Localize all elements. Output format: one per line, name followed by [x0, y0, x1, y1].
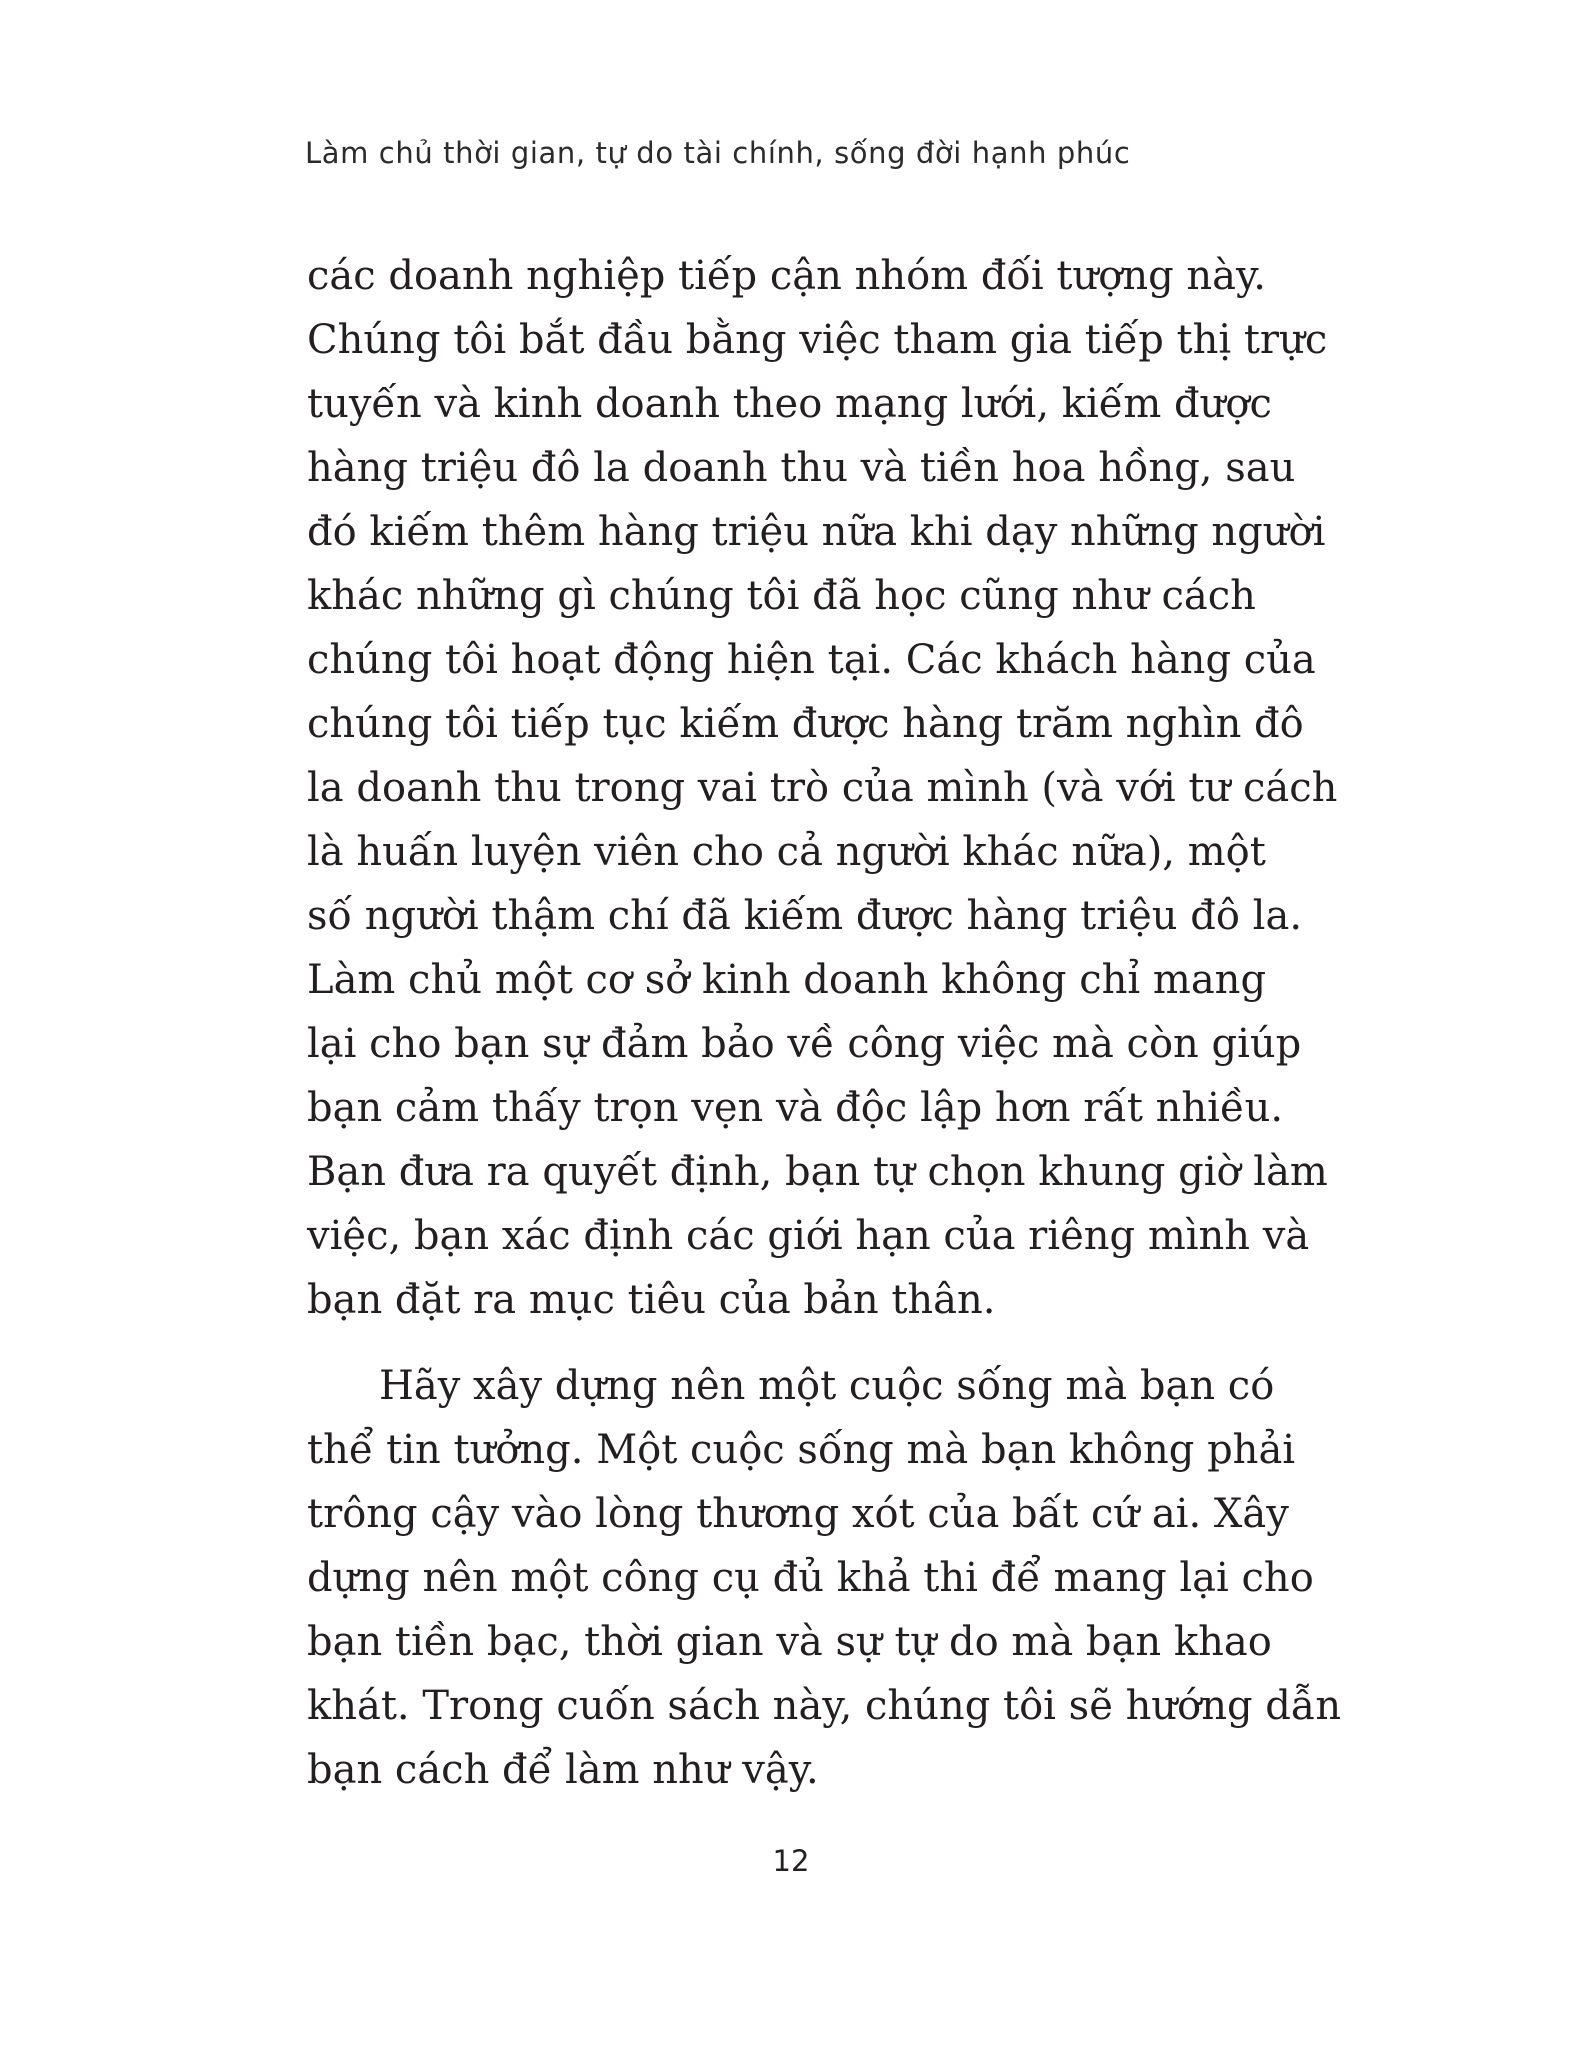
text-line: dựng nên một công cụ đủ khả thi để mang lại cho	[307, 1555, 1314, 1601]
text-line: bạn đặt ra mục tiêu của bản thân.	[307, 1277, 996, 1323]
text-line: la doanh thu trong vai trò của mình (và với tư cách	[307, 765, 1338, 811]
text-line: Hãy xây dựng nên một cuộc sống mà bạn có	[379, 1363, 1275, 1409]
paragraph	[307, 1354, 1342, 1802]
text-line: lại cho bạn sự đảm bảo về công việc mà còn giúp	[307, 1021, 1302, 1067]
text-line: trông cậy vào lòng thương xót của bất cứ ai. Xây	[307, 1491, 1289, 1537]
text-line: Chúng tôi bắt đầu bằng việc tham gia tiếp thị trực	[307, 317, 1328, 363]
text-line: khác những gì chúng tôi đã học cũng như cách	[307, 573, 1256, 619]
text-line: là huấn luyện viên cho cả người khác nữa), một	[307, 829, 1266, 875]
paragraph-spacer	[307, 1332, 1247, 1354]
running-header: Làm chủ thời gian, tự do tài chính, sống đời hạnh phúc	[305, 136, 1131, 170]
body-text	[307, 244, 1342, 1802]
text-line: các doanh nghiệp tiếp cận nhóm đối tượng này.	[307, 253, 1267, 299]
text-line: số người thậm chí đã kiếm được hàng triệu đô la.	[307, 893, 1303, 939]
text-line: khát. Trong cuốn sách này, chúng tôi sẽ hướng dẫn	[307, 1683, 1342, 1729]
text-line: việc, bạn xác định các giới hạn của riêng mình và	[307, 1213, 1310, 1259]
text-line: bạn tiền bạc, thời gian và sự tự do mà bạn khao	[307, 1619, 1272, 1665]
text-line: chúng tôi hoạt động hiện tại. Các khách hàng của	[307, 637, 1316, 683]
page-number: 12	[772, 1844, 810, 1878]
text-line: bạn cách để làm như vậy.	[307, 1747, 819, 1793]
text-line: đó kiếm thêm hàng triệu nữa khi dạy những người	[307, 509, 1326, 555]
paragraph	[307, 244, 1338, 1332]
text-line: Bạn đưa ra quyết định, bạn tự chọn khung giờ làm	[307, 1149, 1328, 1195]
text-line: Làm chủ một cơ sở kinh doanh không chỉ mang	[307, 957, 1267, 1003]
text-line: tuyến và kinh doanh theo mạng lưới, kiếm được	[307, 381, 1272, 427]
text-line: bạn cảm thấy trọn vẹn và độc lập hơn rất nhiều.	[307, 1085, 1284, 1131]
text-line: thể tin tưởng. Một cuộc sống mà bạn không phải	[307, 1427, 1296, 1473]
text-line: hàng triệu đô la doanh thu và tiền hoa hồng, sau	[307, 445, 1296, 491]
text-line: chúng tôi tiếp tục kiếm được hàng trăm nghìn đô	[307, 701, 1304, 747]
